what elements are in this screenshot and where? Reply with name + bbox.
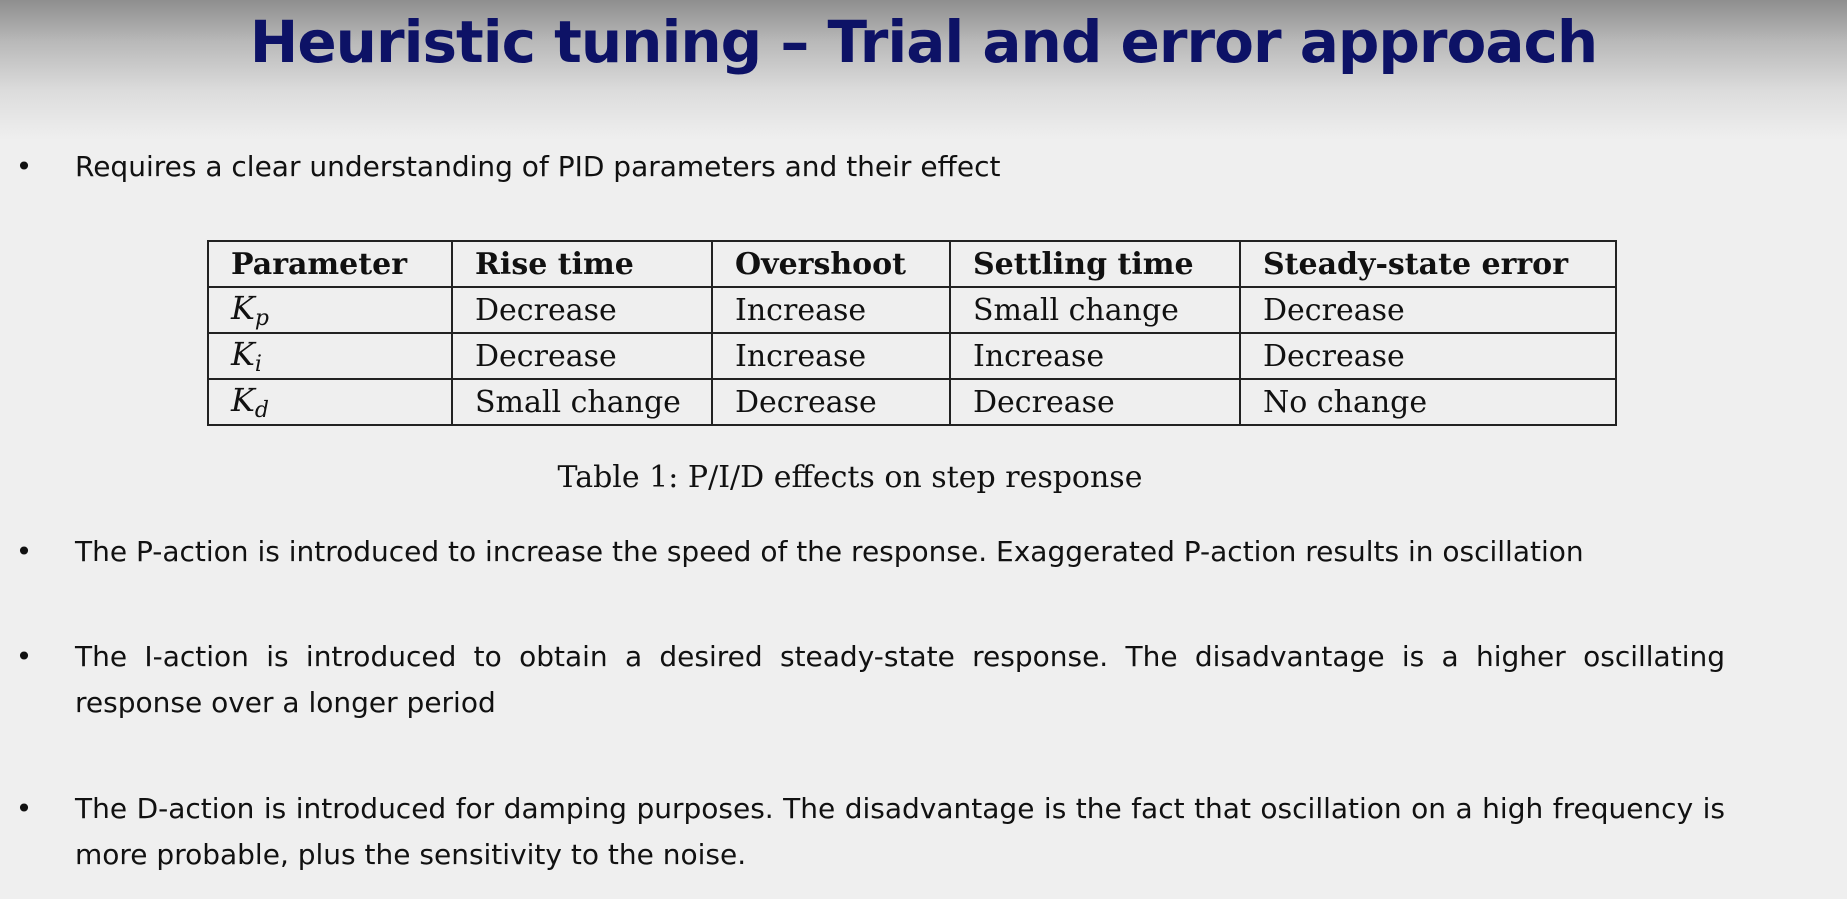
table-cell: Increase (712, 333, 950, 379)
bullet-dot-icon: • (15, 640, 33, 673)
param-cell (208, 333, 452, 379)
pid-effects-table (207, 240, 1617, 426)
table-cell: Decrease (452, 333, 712, 379)
table-header-cell: Overshoot (712, 241, 950, 287)
table-cell: Decrease (950, 379, 1240, 425)
slide-title: Heuristic tuning – Trial and error approach (249, 8, 1598, 76)
table-cell: No change (1240, 379, 1616, 425)
param-symbol: K (231, 381, 255, 419)
param-symbol: K (231, 335, 255, 373)
table-cell: Decrease (452, 287, 712, 333)
bullet-dot-icon: • (15, 535, 33, 568)
table-header-cell: Steady-state error (1240, 241, 1616, 287)
param-cell (208, 379, 452, 425)
table-cell: Increase (950, 333, 1240, 379)
param-symbol: K (231, 289, 255, 327)
table-cell: Increase (712, 287, 950, 333)
bullet-text: The P-action is introduced to increase the speed of the response. Exaggerated P-action results in oscillation (75, 535, 1584, 568)
param-subscript: d (254, 398, 269, 423)
table-cell: Decrease (1240, 287, 1616, 333)
bullet-dot-icon: • (15, 792, 33, 825)
bullet-text: The I-action is introduced to obtain a desired steady-state response. The disadvantage is a higher oscillating response over a longer period (75, 640, 1725, 719)
bullet-text: The D-action is introduced for damping purposes. The disadvantage is the fact that oscillation on a high frequency is more probable, plus the sensitivity to the noise. (75, 792, 1725, 871)
table-header-cell: Parameter (208, 241, 452, 287)
table-header-cell: Rise time (452, 241, 712, 287)
bullet-text: Requires a clear understanding of PID parameters and their effect (75, 150, 1001, 183)
table-header-cell: Settling time (950, 241, 1240, 287)
table-header-row (208, 241, 1616, 287)
table-cell: Decrease (712, 379, 950, 425)
table-row (208, 333, 1616, 379)
table-row (208, 379, 1616, 425)
table-cell: Small change (452, 379, 712, 425)
bullet-dot-icon: • (15, 150, 33, 183)
table-cell: Decrease (1240, 333, 1616, 379)
table-row (208, 287, 1616, 333)
param-cell (208, 287, 452, 333)
param-subscript: p (254, 306, 269, 331)
param-subscript: i (254, 352, 262, 377)
table-cell: Small change (950, 287, 1240, 333)
table-caption: Table 1: P/I/D effects on step response (557, 460, 1143, 495)
